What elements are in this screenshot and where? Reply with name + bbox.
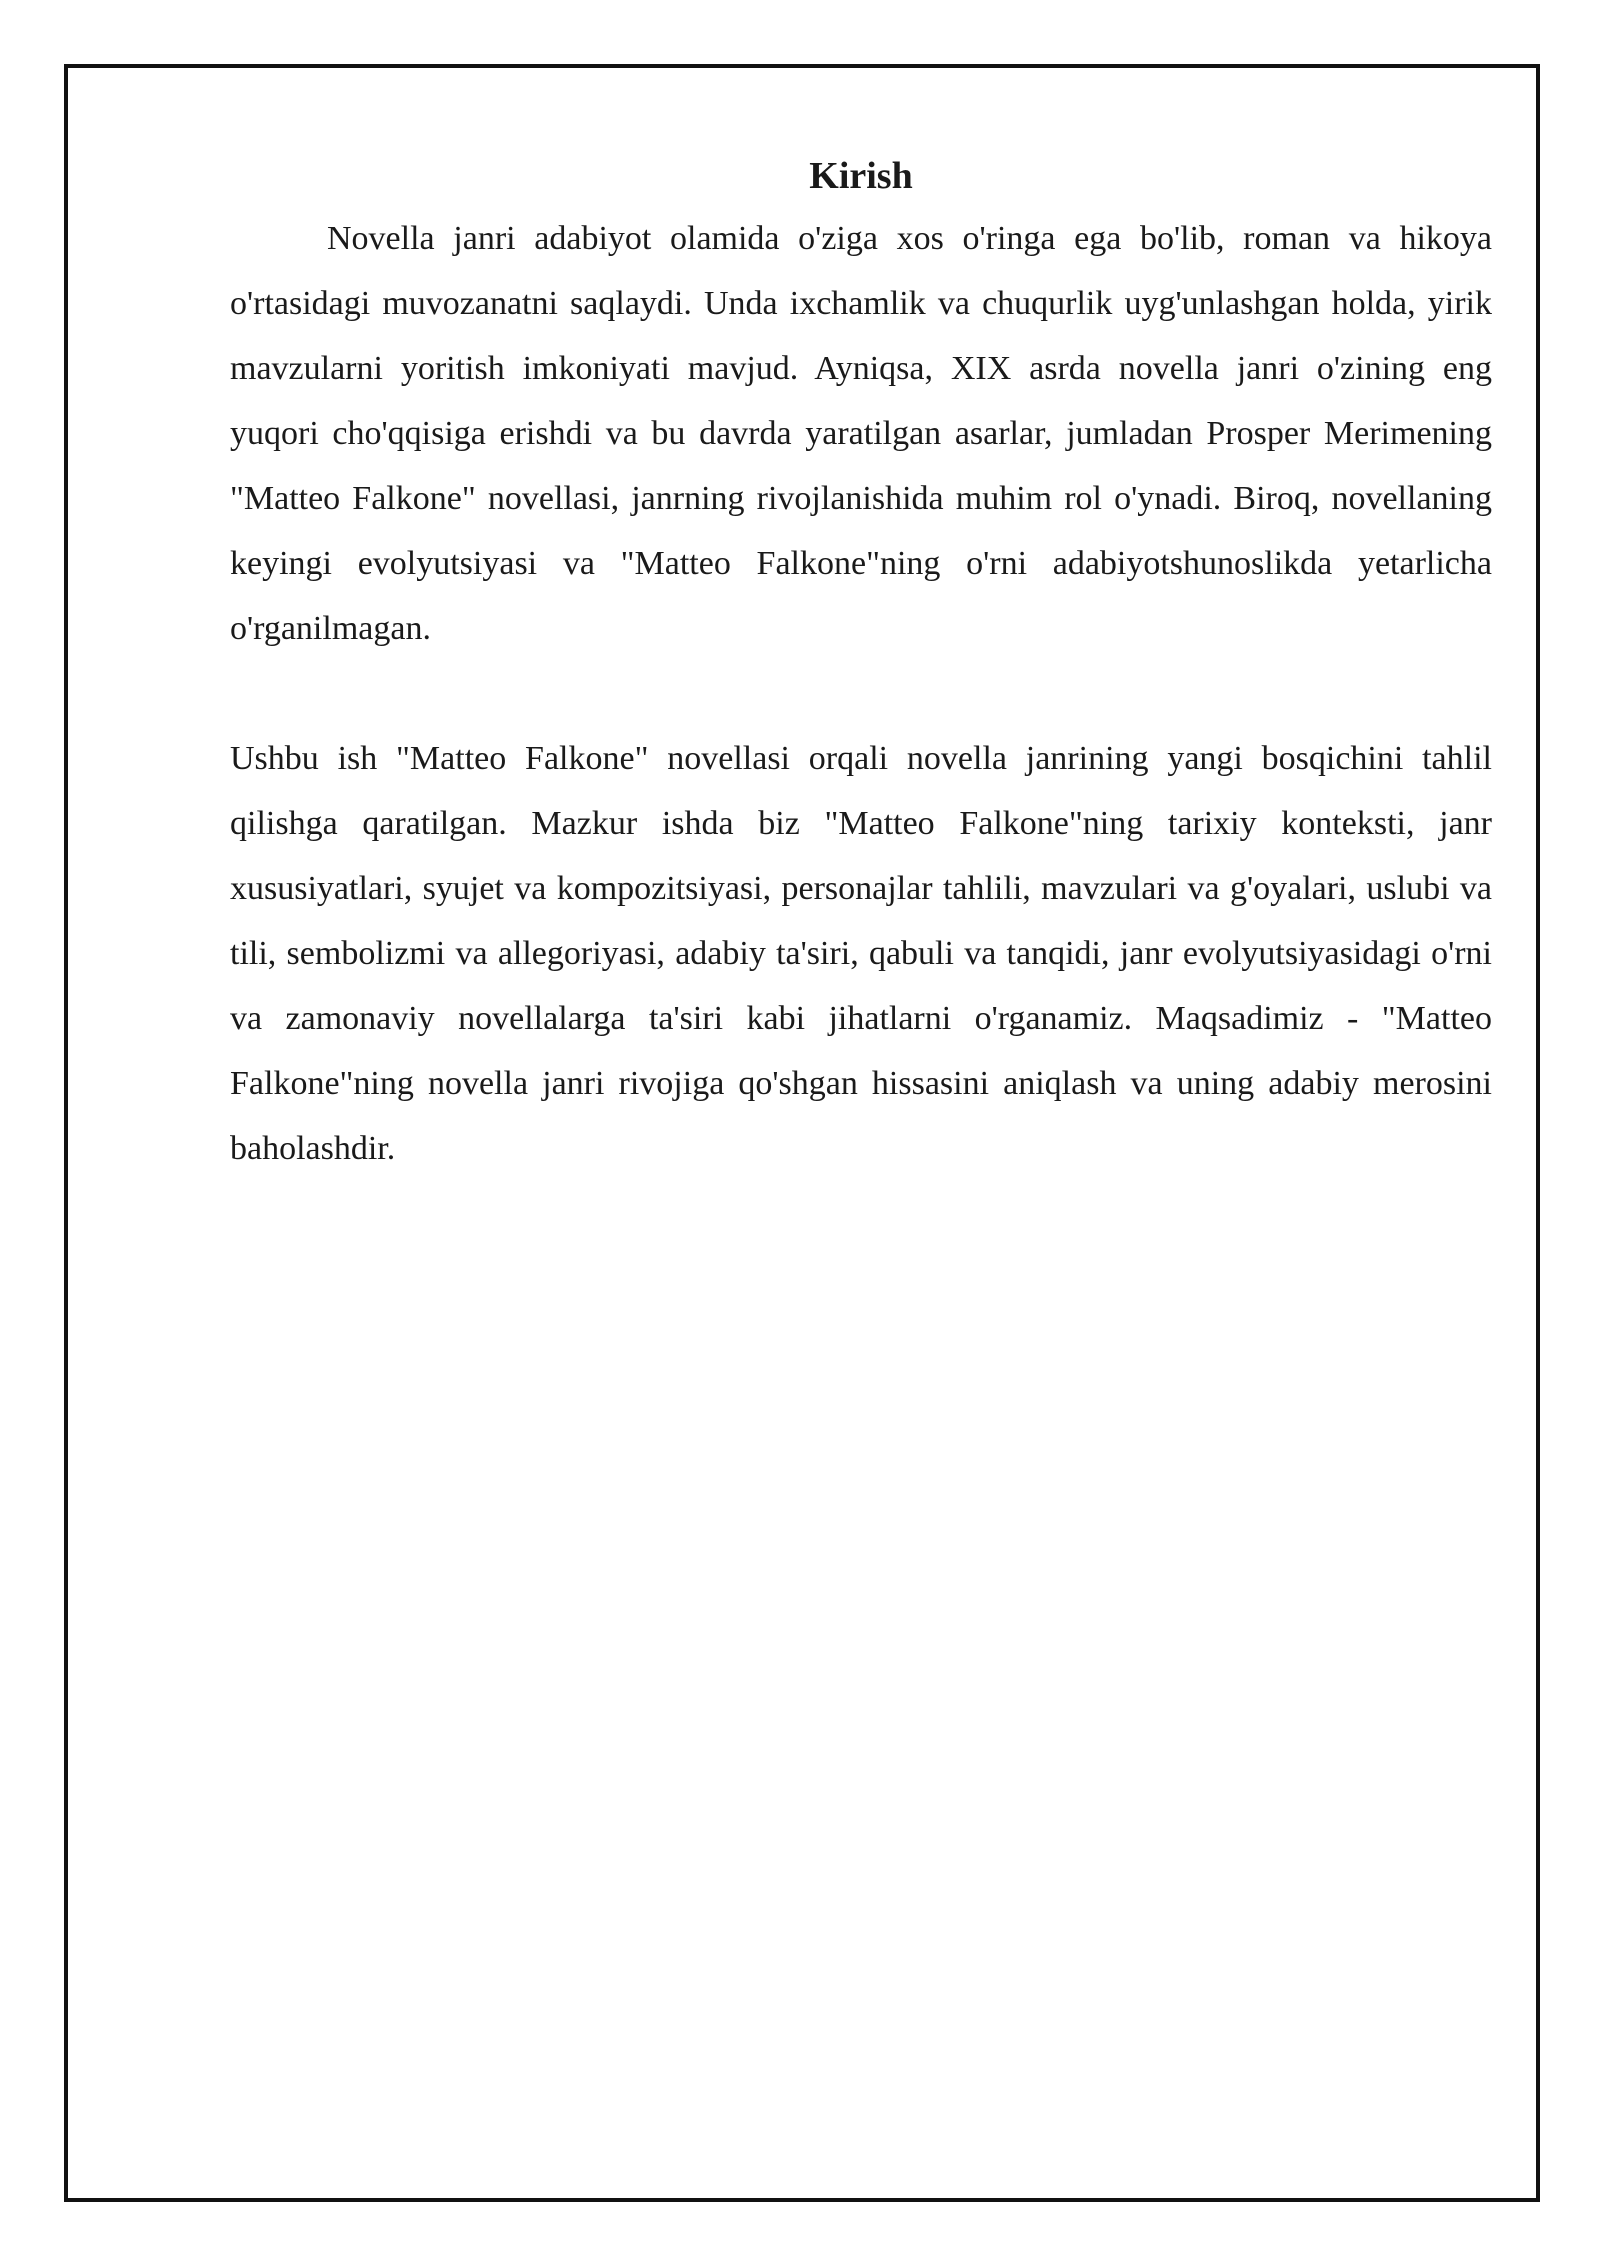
paragraph-aim: Ushbu ish "Matteo Falkone" novellasi orqali novella janrining yangi bosqichini tahlil qilishga qaratilgan. Mazkur ishda biz "Matteo Falkone"ning tarixiy konteksti, janr xususiyatlari, syujet va kompozitsiyasi, personajlar tahlili, mavzulari va g'oyalari, uslubi va tili, sembolizmi va allegoriyasi, adabiy ta'siri, qabuli va tanqidi, janr evolyutsiyasidagi o'rni va zamonaviy novellalarga ta'siri kabi jihatlarni o'rganamiz. Maqsadimiz - "Matteo Falkone"ning novella janri rivojiga qo'shgan hissasini aniqlash va uning adabiy merosini baholashdir. (230, 740, 1492, 1167)
paragraph-intro: Novella janri adabiyot olamida o'ziga xos o'ringa ega bo'lib, roman va hikoya o'rtasidagi muvozanatni saqlaydi. Unda ixchamlik va chuqurlik uyg'unlashgan holda, yirik mavzularni yoritish imkoniyati mavjud. Ayniqsa, XIX asrda novella janri o'zining eng yuqori cho'qqisiga erishdi va bu davrda yaratilgan asarlar, jumladan Prosper Merimening "Matteo Falkone" novellasi, janrning rivojlanishida muhim rol o'ynadi. Biroq, novellaning keyingi evolyutsiyasi va "Matteo Falkone"ning o'rni adabiyotshunoslikda yetarlicha o'rganilmagan. (230, 220, 1492, 647)
document-body (230, 146, 1492, 1181)
page-title: Kirish (809, 155, 913, 197)
